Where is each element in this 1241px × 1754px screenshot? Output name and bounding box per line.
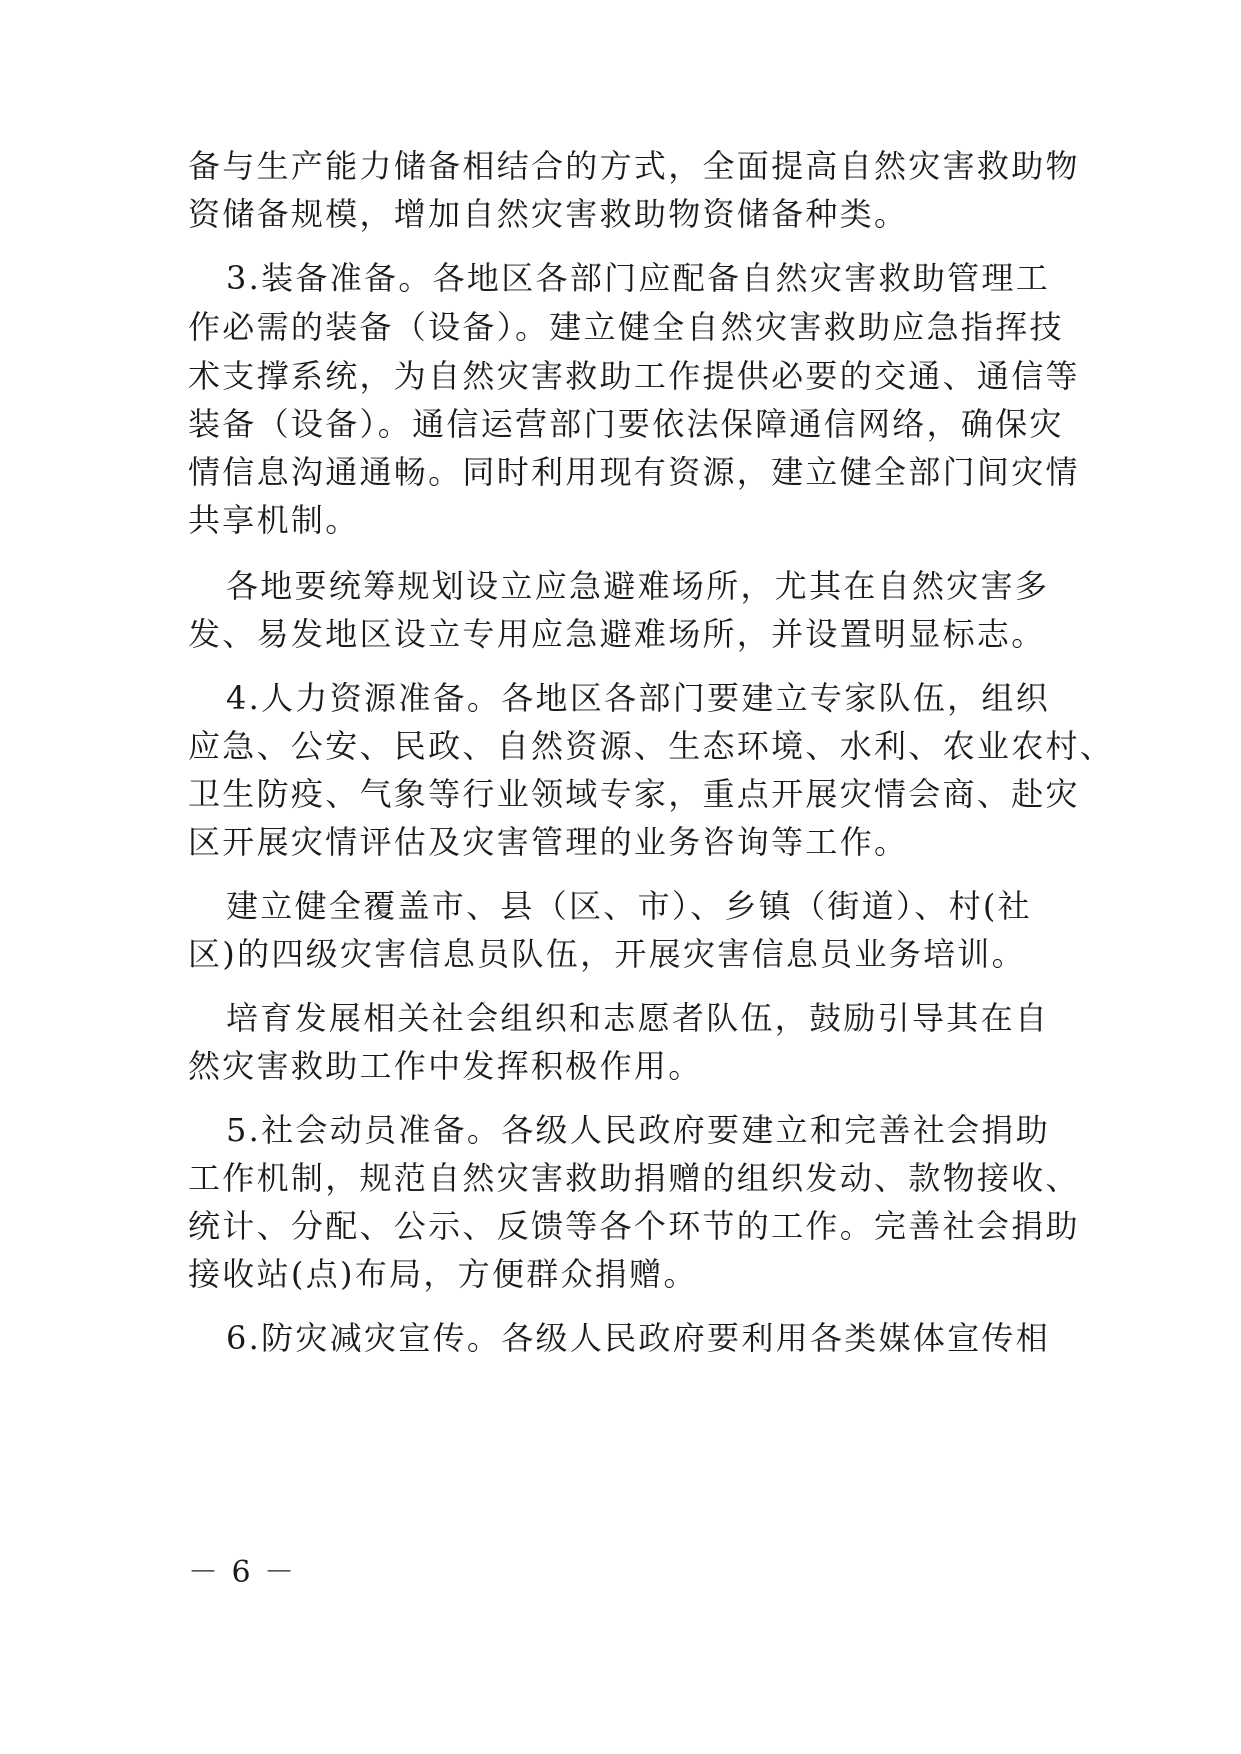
text-line: 备与生产能力储备相结合的方式，全面提高自然灾害救助物 (188, 147, 1080, 185)
text-line: 应急、公安、民政、自然资源、生态环境、水利、农业农村、 (188, 727, 1115, 765)
text-line: 建立健全覆盖市、县（区、市）、乡镇（街道）、村(社 (226, 887, 1032, 925)
text-line: 工作机制，规范自然灾害救助捐赠的组织发动、款物接收、 (188, 1159, 1080, 1197)
text-line: 作必需的装备（设备）。建立健全自然灾害救助应急指挥技 (188, 308, 1064, 346)
text-line: 资储备规模，增加自然灾害救助物资储备种类。 (188, 195, 909, 233)
text-line: 5.社会动员准备。各级人民政府要建立和完善社会捐助 (226, 1111, 1051, 1149)
text-line: 3.装备准备。各地区各部门应配备自然灾害救助管理工 (226, 259, 1051, 297)
text-line: 统计、分配、公示、反馈等各个环节的工作。完善社会捐助 (188, 1207, 1080, 1245)
text-line: 卫生防疫、气象等行业领域专家，重点开展灾情会商、赴灾 (188, 775, 1080, 813)
text-line: 区)的四级灾害信息员队伍，开展灾害信息员业务培训。 (188, 935, 1026, 973)
text-line: 共享机制。 (188, 501, 360, 539)
text-line: 各地要统筹规划设立应急避难场所，尤其在自然灾害多 (226, 567, 1050, 605)
text-line: 装备（设备）。通信运营部门要依法保障通信网络，确保灾 (188, 405, 1064, 443)
text-line: 发、易发地区设立专用应急避难场所，并设置明显标志。 (188, 615, 1046, 653)
text-line: 6.防灾减灾宣传。各级人民政府要利用各类媒体宣传相 (226, 1319, 1051, 1357)
text-line: 培育发展相关社会组织和志愿者队伍，鼓励引导其在自 (226, 999, 1050, 1037)
text-line: 情信息沟通通畅。同时利用现有资源，建立健全部门间灾情 (188, 453, 1080, 491)
text-line: 4.人力资源准备。各地区各部门要建立专家队伍，组织 (226, 679, 1051, 717)
text-line: 然灾害救助工作中发挥积极作用。 (188, 1047, 703, 1085)
page-number: － 6 － (188, 1555, 297, 1590)
text-line: 术支撑系统，为自然灾害救助工作提供必要的交通、通信等 (188, 357, 1080, 395)
text-line: 区开展灾情评估及灾害管理的业务咨询等工作。 (188, 823, 909, 861)
text-line: 接收站(点)布局，方便群众捐赠。 (188, 1255, 698, 1293)
